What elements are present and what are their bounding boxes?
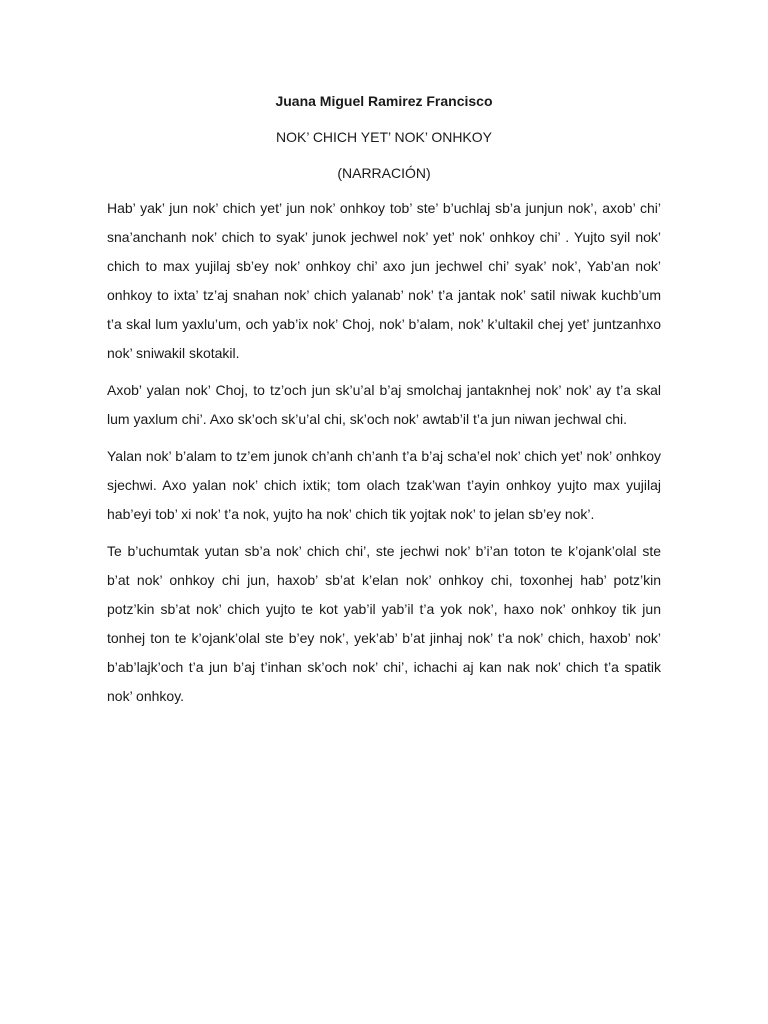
author-name: Juana Miguel Ramirez Francisco bbox=[275, 93, 493, 109]
document-title: NOK’ CHICH YET’ NOK’ ONHKOY bbox=[276, 129, 492, 145]
body-paragraph-3: Yalan nok’ b’alam to tz’em junok ch’anh ch’anh t’a b’aj scha’el nok’ chich yet’ nok’ onhkoy sjechwi. Axo yalan nok’ chich ixtik; tom olach tzak’wan t’ayin onhkoy yujto max yujilaj hab’eyi tob’ xi nok’ t’a nok, yujto ha nok’ chich tik yojtak nok’ to jelan sb’ey nok’. bbox=[107, 448, 661, 522]
document-subtitle: (NARRACIÓN) bbox=[337, 165, 431, 181]
body-paragraph-2: Axob’ yalan nok’ Choj, to tz’och jun sk’u’al b’aj smolchaj jantaknhej nok’ nok’ ay t’a skal lum yaxlum chi’. Axo sk’och sk’u’al chi, sk’och nok’ awtab’il t’a jun niwan jechwal chi. bbox=[107, 382, 661, 427]
body-paragraph-4: Te b’uchumtak yutan sb’a nok’ chich chi’, ste jechwi nok’ b’i’an toton te k’ojank’olal ste b’at nok’ onhkoy chi jun, haxob’ sb’at k’elan nok’ onhkoy chi, toxonhej hab’ potz’kin potz’kin sb’at nok’ chich yujto te kot yab’il yab’il t’a yok nok’, haxo nok’ onhkoy tik jun tonhej ton te k’ojank’olal ste b’ey nok’, yek’ab’ b’at jinhaj nok’ t’a nok’ chich, haxob’ nok’ b’ab’lajk’och t’a jun b’aj t’inhan sk’och nok’ chi’, ichachi aj kan nak nok’ chich t’a spatik nok’ onhkoy. bbox=[107, 543, 661, 704]
body-paragraph-1: Hab’ yak’ jun nok’ chich yet’ jun nok’ onhkoy tob’ ste’ b’uchlaj sb’a junjun nok’, axob’ chi’ sna’anchanh nok’ chich to syak’ junok jechwel nok’ yet’ nok’ onhkoy chi’ . Yujto syil nok’ chich to max yujilaj sb’ey nok’ onhkoy chi’ axo jun jechwel chi’ syak’ nok’, Yab’an nok’ onhkoy to ixta’ tz’aj snahan nok’ chich yalanab’ nok’ t’a jantak nok’ satil niwak kuchb’um t’a skal lum yaxlu’um, och yab’ix nok’ Choj, nok’ b’alam, nok’ k’ultakil chej yet’ juntzanhxo nok’ sniwakil skotakil. bbox=[107, 200, 661, 361]
